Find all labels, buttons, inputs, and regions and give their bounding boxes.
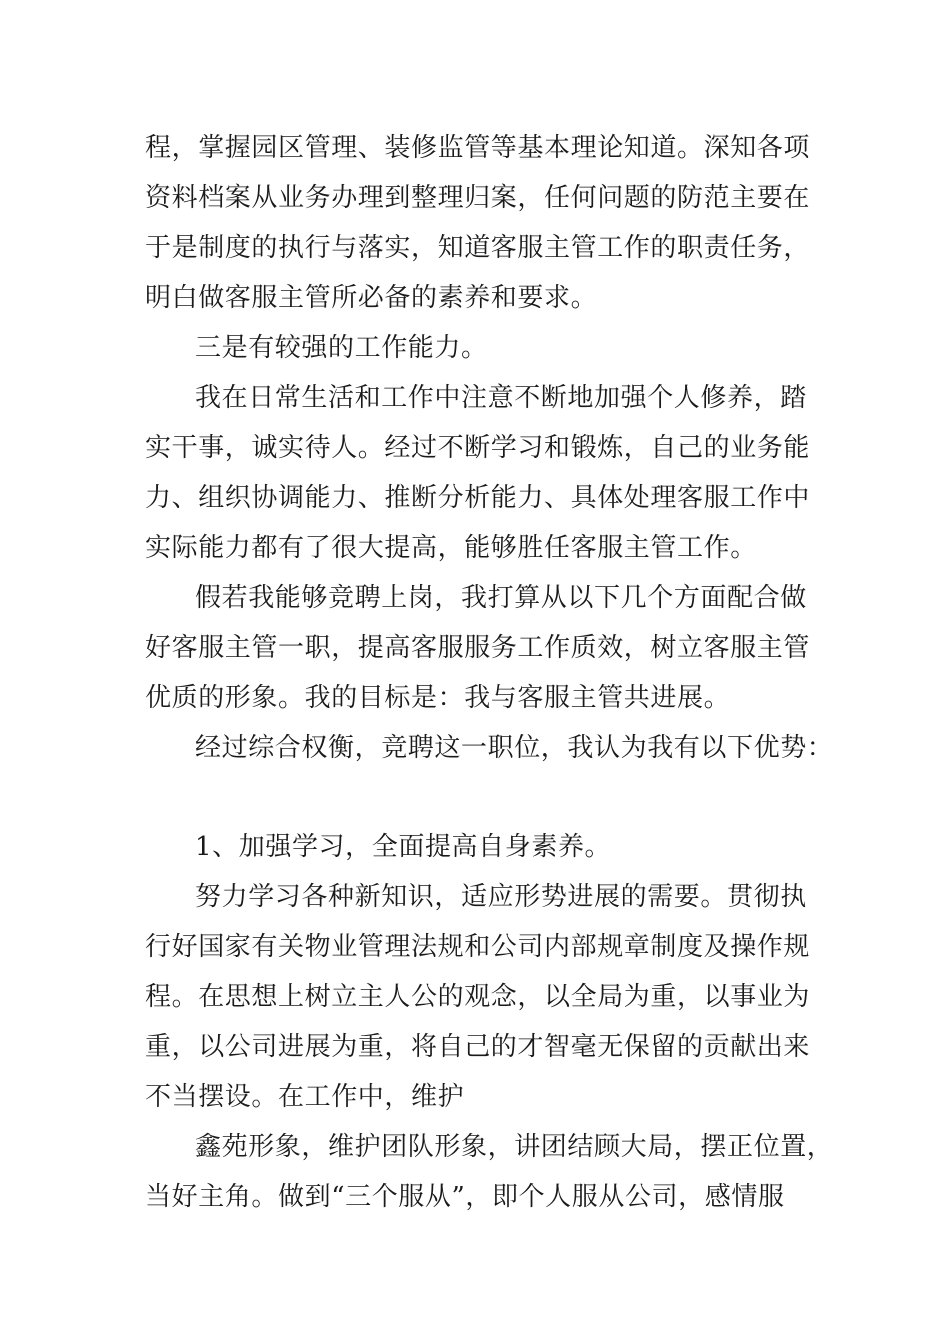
- text-line: 努力学习各种新知识，适应形势进展的需要。贯彻执: [195, 882, 807, 912]
- text-line: 当好主角。做到“三个服从”，即个人服从公司，感情服: [145, 1182, 785, 1212]
- text-line: 于是制度的执行与落实，知道客服主管工作的职责任务，: [145, 233, 811, 263]
- text-line: 资料档案从业务办理到整理归案，任何问题的防范主要在: [145, 183, 811, 213]
- text-line: 不当摆设。在工作中，维护: [145, 1082, 465, 1112]
- text-line: 经过综合权衡，竞聘这一职位，我认为我有以下优势：: [195, 733, 834, 763]
- text-line: 鑫苑形象，维护团队形象，讲团结顾大局，摆正位置，: [195, 1132, 834, 1162]
- text-line: 优质的形象。我的目标是：我与客服主管共进展。: [145, 683, 731, 713]
- section-heading: 1、加强学习，全面提高自身素养。: [195, 832, 612, 862]
- text-line: 程。在思想上树立主人公的观念，以全局为重，以事业为: [145, 982, 811, 1012]
- text-line: 好客服主管一职，提高客服服务工作质效，树立客服主管: [145, 633, 811, 663]
- section-heading: 三是有较强的工作能力。: [195, 333, 488, 363]
- text-line: 程，掌握园区管理、装修监管等基本理论知道。深知各项: [145, 133, 811, 163]
- text-line: 我在日常生活和工作中注意不断地加强个人修养，踏: [195, 383, 807, 413]
- text-line: 实干事，诚实待人。经过不断学习和锻炼，自己的业务能: [145, 433, 811, 463]
- text-line: 假若我能够竞聘上岗，我打算从以下几个方面配合做: [195, 583, 807, 613]
- text-line: 明白做客服主管所必备的素养和要求。: [145, 283, 598, 313]
- text-line: 实际能力都有了很大提高，能够胜任客服主管工作。: [145, 533, 757, 563]
- text-line: 力、组织协调能力、推断分析能力、具体处理客服工作中: [145, 483, 811, 513]
- text-line: 重，以公司进展为重，将自己的才智毫无保留的贡献出来: [145, 1032, 811, 1062]
- text-line: 行好国家有关物业管理法规和公司内部规章制度及操作规: [145, 932, 811, 962]
